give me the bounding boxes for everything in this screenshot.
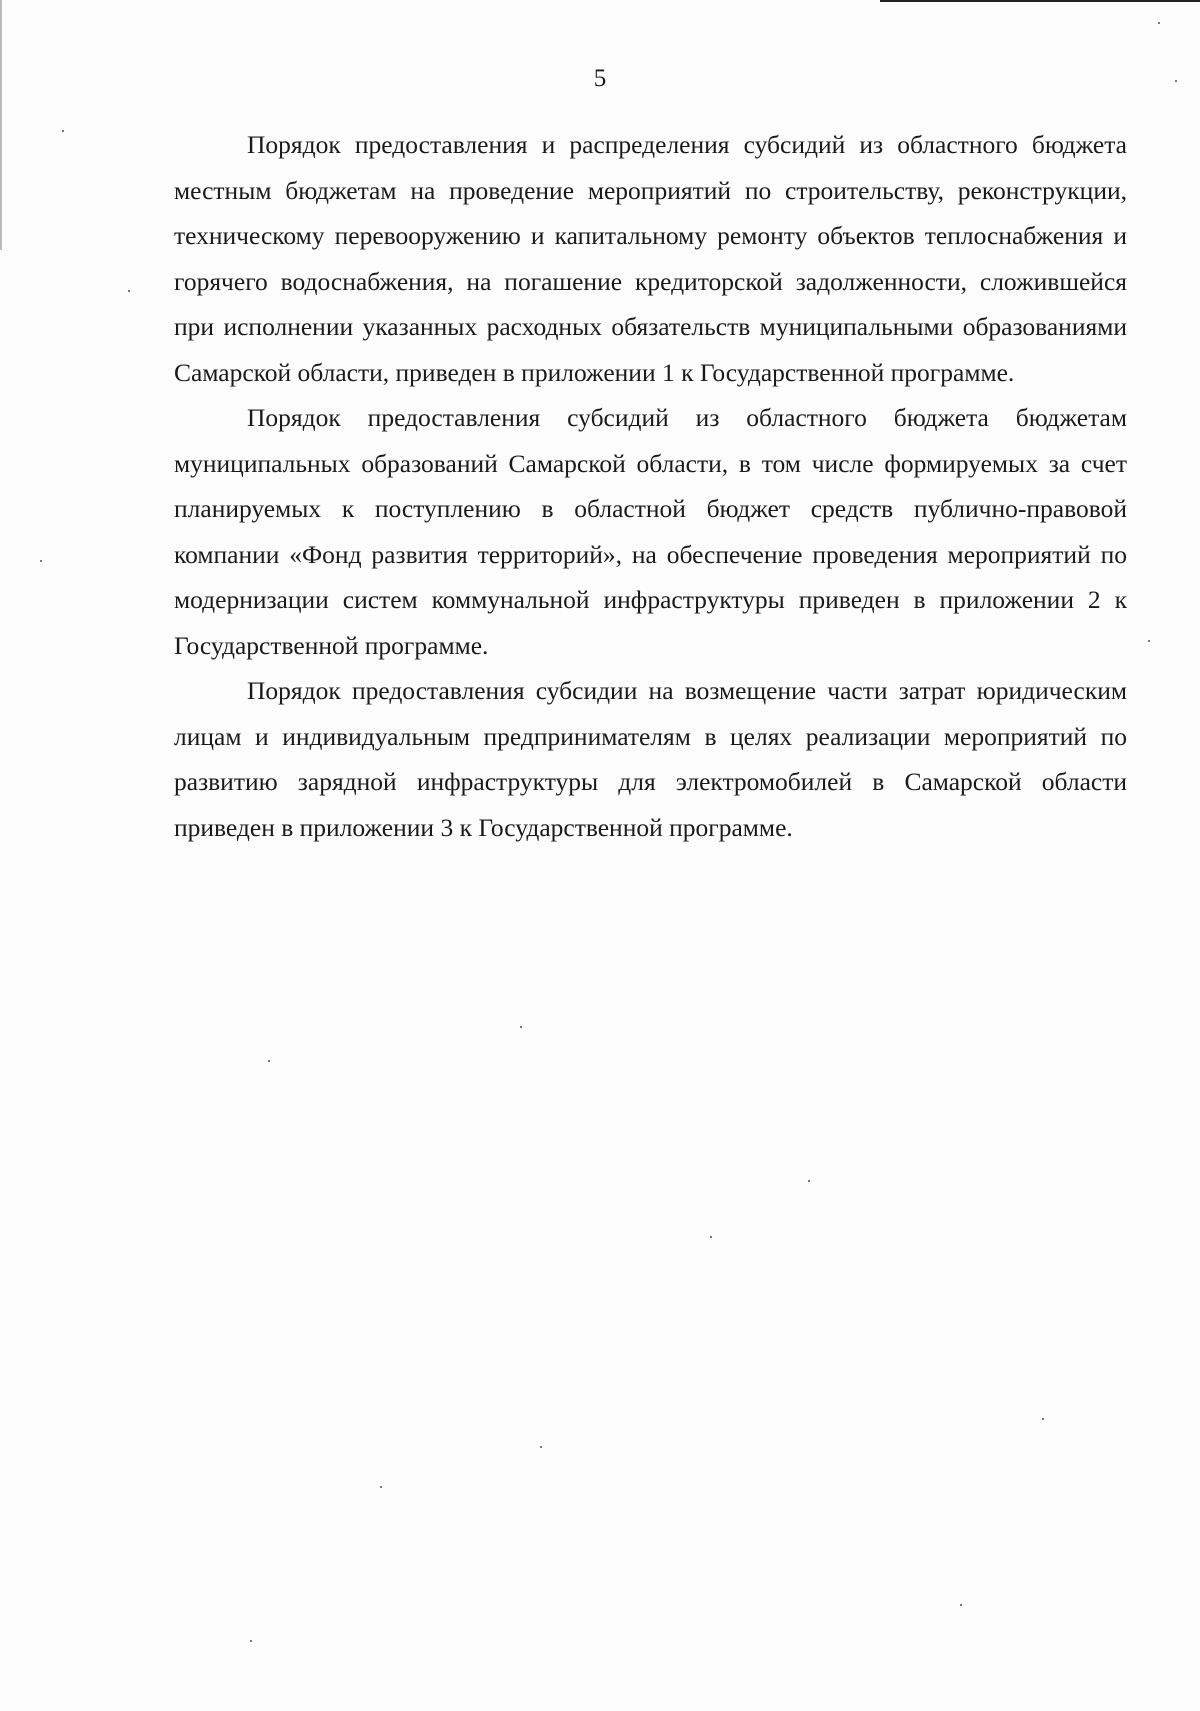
top-rule-line xyxy=(880,0,1200,2)
scan-speck xyxy=(960,1604,962,1606)
paragraph-appendix-2: Порядок предоставления субсидий из областного бюджета бюджетам муниципальных образований Самарской области, в том числе формируемых за счет планируемых к поступлению в областной бюджет средств публично-правовой компании «Фонд развития территорий», на обеспечение проведения мероприятий по модернизации систем коммунальной инфраструктуры приведен в приложении 2 к Государственной программе. xyxy=(174,403,1127,660)
document-body xyxy=(174,122,1127,850)
scan-speck xyxy=(62,130,64,132)
scan-speck xyxy=(380,1486,382,1488)
scan-speck xyxy=(1148,640,1150,642)
scan-speck xyxy=(1042,1418,1044,1420)
scan-speck xyxy=(40,560,42,562)
scan-speck xyxy=(1175,80,1177,82)
scan-speck xyxy=(808,1180,810,1182)
scan-speck xyxy=(540,1446,542,1448)
scan-speck xyxy=(1158,22,1160,24)
paragraph-appendix-1: Порядок предоставления и распределения субсидий из областного бюджета местным бюджетам на проведение мероприятий по строительству, реконструкции, техническому перевооружению и капитальному ремонту объектов теплоснабжения и горячего водоснабжения, на погашение кредиторской задолженности, сложившейся при исполнении указанных расходных обязательств муниципальными образованиями Самарской области, приведен в приложении 1 к Государственной программе. xyxy=(174,130,1127,387)
scan-speck xyxy=(250,1640,252,1642)
scan-speck xyxy=(520,1026,522,1028)
paragraph-appendix-3: Порядок предоставления субсидии на возмещение части затрат юридическим лицам и индивидуальным предпринимателям в целях реализации мероприятий по развитию зарядной инфраструктуры для электромобилей в Самарской области приведен в приложении 3 к Государственной программе. xyxy=(174,676,1127,842)
scan-left-edge xyxy=(0,0,2,250)
scan-speck xyxy=(268,1060,270,1062)
scan-speck xyxy=(710,1236,712,1238)
scan-speck xyxy=(128,290,130,292)
page-number: 5 xyxy=(593,65,607,92)
